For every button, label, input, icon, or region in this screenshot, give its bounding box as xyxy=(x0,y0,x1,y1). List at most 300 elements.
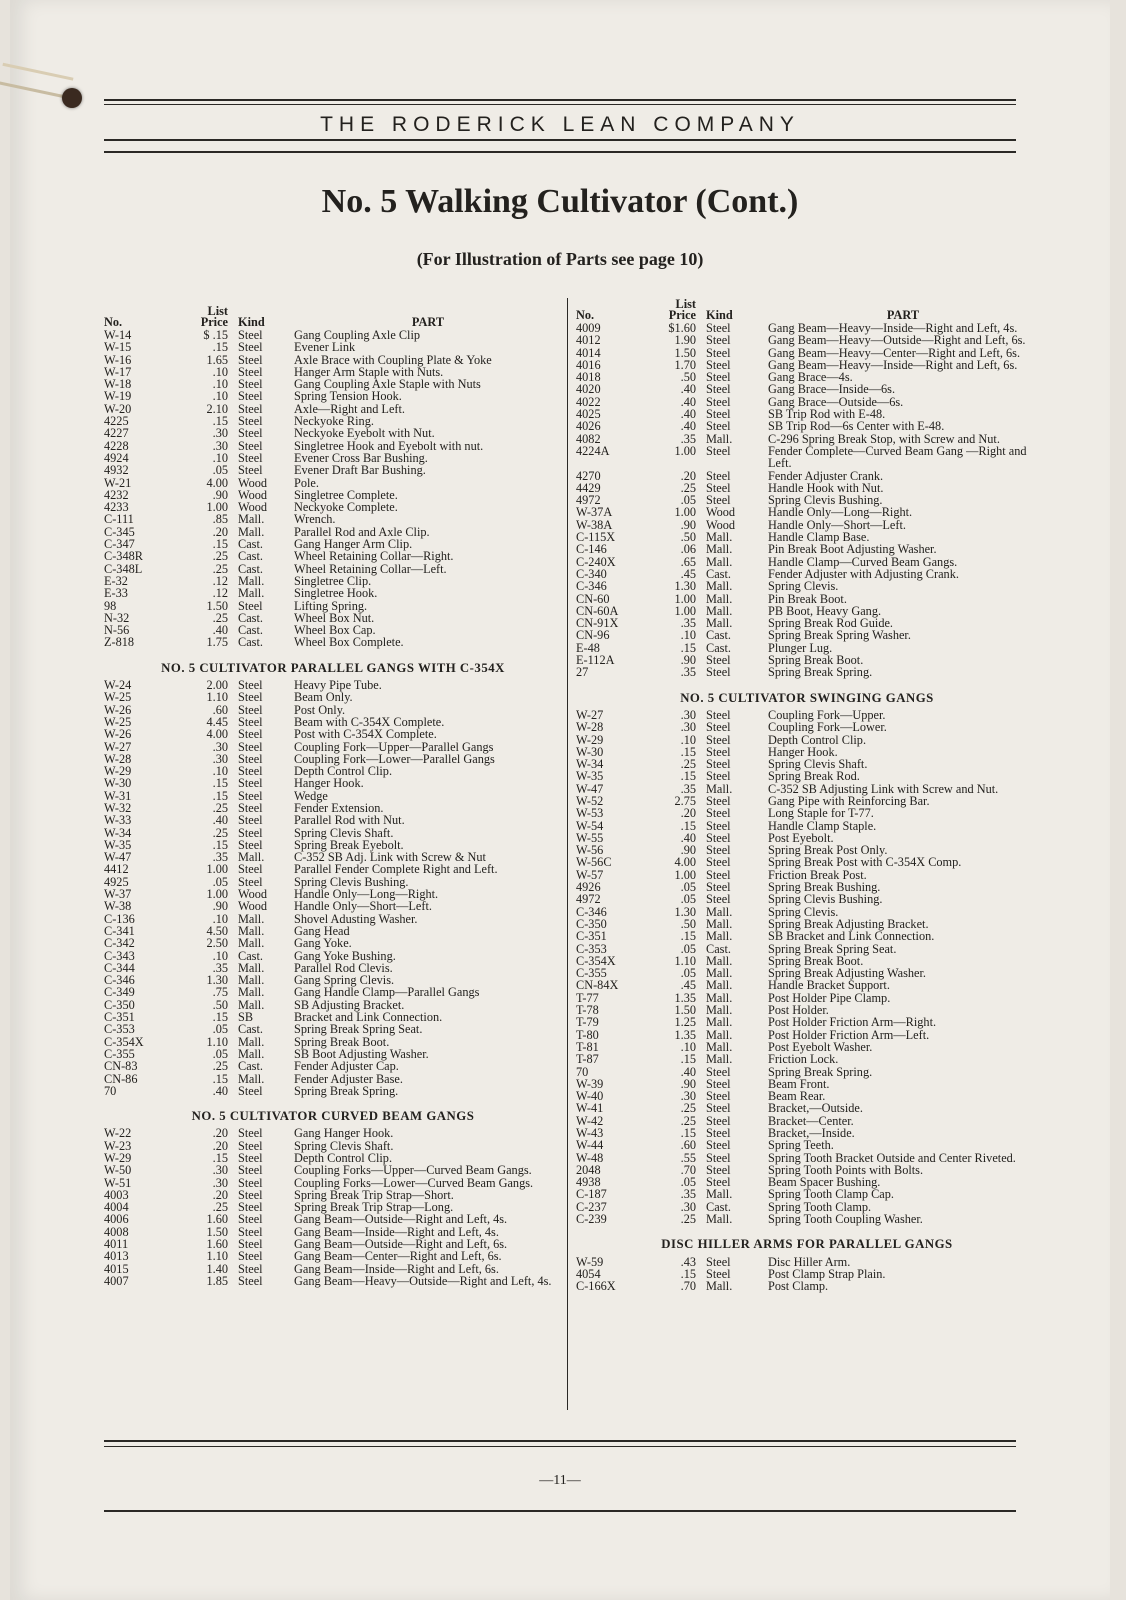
list-price: .15 xyxy=(212,1010,228,1025)
list-price: .40 xyxy=(680,407,696,422)
part-description: Fender Adjuster Base. xyxy=(294,1071,403,1086)
part-number: W-42 xyxy=(576,1113,604,1128)
part-number: C-146 xyxy=(576,542,607,557)
material-kind: Mall. xyxy=(706,966,733,981)
part-row xyxy=(104,691,562,703)
part-description: Spring Teeth. xyxy=(768,1138,834,1153)
list-price: 1.40 xyxy=(206,1261,228,1276)
part-number: W-19 xyxy=(104,389,132,404)
list-price: .20 xyxy=(212,1126,228,1141)
part-number: C-347 xyxy=(104,537,135,552)
part-description: Spring Clevis. xyxy=(768,904,839,919)
part-number: W-28 xyxy=(104,751,132,766)
part-description: Gang Beam—Center—Right and Left, 6s. xyxy=(294,1249,502,1264)
part-number: C-187 xyxy=(576,1187,607,1202)
list-price: 4.50 xyxy=(206,923,228,938)
part-row xyxy=(576,893,1038,905)
material-kind: Steel xyxy=(706,830,731,845)
part-row xyxy=(104,636,562,648)
part-description: Neckyoke Eyebolt with Nut. xyxy=(294,426,435,441)
part-number: T-77 xyxy=(576,990,599,1005)
list-price: .90 xyxy=(680,517,696,532)
part-number: N-32 xyxy=(104,610,130,625)
material-kind: Mall. xyxy=(706,929,733,944)
material-kind: Steel xyxy=(706,345,731,360)
part-row xyxy=(104,1060,562,1072)
part-number: W-52 xyxy=(576,793,604,808)
list-price: .15 xyxy=(680,640,696,655)
part-description: Gang Brace—Inside—6s. xyxy=(768,382,896,397)
part-description: Wheel Box Complete. xyxy=(294,635,404,650)
part-description: Beam Rear. xyxy=(768,1089,826,1104)
list-price: 2.75 xyxy=(674,793,696,808)
part-row xyxy=(104,1023,562,1035)
list-price: 1.75 xyxy=(206,635,228,650)
list-price: 2.00 xyxy=(206,678,228,693)
list-price: .45 xyxy=(680,566,696,581)
column-divider xyxy=(567,298,568,1410)
header-rule-top xyxy=(104,99,1016,101)
list-price: .40 xyxy=(212,1083,228,1098)
material-kind: Cast. xyxy=(238,537,263,552)
list-price: .30 xyxy=(212,438,228,453)
part-description: Gang Coupling Axle Staple with Nuts xyxy=(294,377,481,392)
part-description: SB Trip Rod—6s Center with E-48. xyxy=(768,419,945,434)
material-kind: Mall. xyxy=(706,1003,733,1018)
part-row xyxy=(576,734,1038,746)
part-description: Long Staple for T-77. xyxy=(768,806,874,821)
list-price: .55 xyxy=(680,1150,696,1165)
part-number: 4026 xyxy=(576,419,601,434)
part-description: Axle Brace with Coupling Plate & Yoke xyxy=(294,352,492,367)
list-price: .15 xyxy=(680,929,696,944)
material-kind: Steel xyxy=(706,1089,731,1104)
list-price: 1.10 xyxy=(206,1034,228,1049)
part-number: 4012 xyxy=(576,333,601,348)
part-description: Coupling Fork—Upper—Parallel Gangs xyxy=(294,739,494,754)
material-kind: Steel xyxy=(238,1200,263,1215)
material-kind: Steel xyxy=(238,1273,263,1288)
material-kind: Steel xyxy=(706,443,731,458)
part-description: Spring Break Spring. xyxy=(294,1083,399,1098)
part-number: C-345 xyxy=(104,524,135,539)
list-price: .30 xyxy=(212,1175,228,1190)
part-description: Beam with C-354X Complete. xyxy=(294,714,445,729)
part-description: Gang Spring Clevis. xyxy=(294,973,395,988)
part-description: Spring Break Spring Seat. xyxy=(768,941,897,956)
part-description: Parallel Rod Clevis. xyxy=(294,960,393,975)
material-kind: Mall. xyxy=(706,1027,733,1042)
material-kind: Steel xyxy=(706,480,731,495)
material-kind: Mall. xyxy=(238,573,265,588)
part-number: C-342 xyxy=(104,936,135,951)
list-price: .50 xyxy=(212,997,228,1012)
material-kind: Cast. xyxy=(706,628,731,643)
material-kind: Steel xyxy=(706,1254,731,1269)
part-description: Depth Control Clip. xyxy=(294,1151,393,1165)
part-number: C-346 xyxy=(576,579,607,594)
list-price: .30 xyxy=(212,751,228,766)
part-description: Depth Control Clip. xyxy=(768,732,867,747)
page-title: No. 5 Walking Cultivator (Cont.) xyxy=(321,183,799,220)
material-kind: Mall. xyxy=(706,1052,733,1067)
right-main-table xyxy=(576,322,1038,679)
part-description: Spring Break Spring Seat. xyxy=(294,1022,423,1037)
list-price: 1.50 xyxy=(206,598,228,613)
part-description: Beam Only. xyxy=(294,690,353,705)
part-number: 4054 xyxy=(576,1266,601,1281)
list-price: 2.50 xyxy=(206,936,228,951)
list-price: 1.25 xyxy=(674,1015,696,1030)
part-row xyxy=(576,930,1038,942)
part-number: 4429 xyxy=(576,480,601,495)
part-description: Spring Tooth Coupling Washer. xyxy=(768,1212,923,1227)
company-header: THE RODERICK LEAN COMPANY xyxy=(320,113,800,136)
list-price: .60 xyxy=(680,1138,696,1153)
part-number: 4227 xyxy=(104,426,129,441)
list-price: 1.30 xyxy=(674,904,696,919)
list-price: .20 xyxy=(212,1138,228,1153)
part-number: W-41 xyxy=(576,1101,604,1116)
material-kind: Mall. xyxy=(238,512,265,527)
part-number: 4926 xyxy=(576,880,601,895)
material-kind: Steel xyxy=(706,720,731,735)
material-kind: Mall. xyxy=(238,524,265,539)
list-price: $ .15 xyxy=(203,328,228,342)
material-kind: Steel xyxy=(706,407,731,422)
part-number: 4003 xyxy=(104,1187,129,1202)
material-kind: Steel xyxy=(706,757,731,772)
part-description: Gang Head xyxy=(294,923,350,938)
part-description: Wheel Box Nut. xyxy=(294,610,375,625)
part-row xyxy=(576,383,1038,395)
material-kind: Steel xyxy=(238,714,263,729)
parallel-table xyxy=(104,679,562,1097)
list-price: 1.10 xyxy=(206,690,228,705)
list-price: 4.00 xyxy=(674,855,696,870)
part-number: 4016 xyxy=(576,357,601,372)
material-kind: Wood xyxy=(238,887,268,902)
material-kind: Mall. xyxy=(706,579,733,594)
material-kind: Mall. xyxy=(706,904,733,919)
part-number: W-33 xyxy=(104,813,132,828)
material-kind: Wood xyxy=(238,487,268,502)
part-number: 4925 xyxy=(104,874,129,889)
list-price: .25 xyxy=(680,480,696,495)
material-kind: Mall. xyxy=(706,554,733,569)
list-price: 1.50 xyxy=(206,1224,228,1239)
material-kind: Steel xyxy=(238,1083,263,1098)
part-description: Wheel Box Cap. xyxy=(294,623,376,638)
part-number: C-239 xyxy=(576,1212,607,1227)
list-price: $1.60 xyxy=(668,321,696,335)
list-price: .15 xyxy=(680,818,696,833)
part-description: Post Holder Pipe Clamp. xyxy=(768,990,891,1005)
part-description: Handle Hook with Nut. xyxy=(768,480,884,495)
list-price: .05 xyxy=(680,892,696,907)
list-price: .40 xyxy=(680,1064,696,1079)
swinging-section-title: NO. 5 CULTIVATOR SWINGING GANGS xyxy=(680,690,934,705)
material-kind: Steel xyxy=(706,744,731,759)
page-number: —11— xyxy=(539,1473,581,1488)
part-number: N-56 xyxy=(104,623,130,638)
part-description: Gang Beam—Heavy—Inside—Right and Left, 6s. xyxy=(768,357,1018,372)
list-price: .10 xyxy=(212,911,228,926)
material-kind: Steel xyxy=(706,1150,731,1165)
part-description: Spring Break Rod Guide. xyxy=(768,616,894,631)
list-price: 1.00 xyxy=(674,591,696,606)
part-description: Friction Break Post. xyxy=(768,867,867,882)
part-number: C-346 xyxy=(576,904,607,919)
part-number: C-240X xyxy=(576,554,616,569)
list-price: 1.00 xyxy=(674,867,696,882)
material-kind: Steel xyxy=(706,333,731,348)
part-number: C-346 xyxy=(104,973,135,988)
part-number: CN-86 xyxy=(104,1071,138,1086)
material-kind: Steel xyxy=(706,1076,731,1091)
material-kind: Steel xyxy=(238,764,263,779)
part-number: C-349 xyxy=(104,985,135,1000)
part-description: Wedge xyxy=(294,788,328,803)
list-price: .05 xyxy=(680,941,696,956)
part-number: 4015 xyxy=(104,1261,129,1276)
part-description: SB Trip Rod with E-48. xyxy=(768,407,886,422)
material-kind: Mall. xyxy=(238,586,265,601)
part-description: Pole. xyxy=(294,475,319,490)
list-price: .15 xyxy=(680,769,696,784)
part-number: W-26 xyxy=(104,727,132,742)
part-number: W-35 xyxy=(104,837,132,852)
list-price: .70 xyxy=(680,1162,696,1177)
part-description: Spring Clevis. xyxy=(768,579,839,594)
part-description: Spring Tooth Points with Bolts. xyxy=(768,1162,924,1177)
list-price: .35 xyxy=(212,960,228,975)
part-number: W-23 xyxy=(104,1138,132,1153)
list-price: .15 xyxy=(680,744,696,759)
part-description: Singletree Hook and Eyebolt with nut. xyxy=(294,438,484,453)
col-price-label: Price xyxy=(200,315,228,329)
part-number: 4228 xyxy=(104,438,129,453)
material-kind: Steel xyxy=(706,493,731,508)
material-kind: Mall. xyxy=(238,1046,265,1061)
list-price: 1.10 xyxy=(206,1249,228,1264)
material-kind: Steel xyxy=(706,880,731,895)
material-kind: Steel xyxy=(238,1249,263,1264)
part-description: Singletree Hook. xyxy=(294,586,378,601)
list-price: .25 xyxy=(212,549,228,564)
list-price: .25 xyxy=(680,757,696,772)
part-number: 4025 xyxy=(576,407,601,422)
part-description: Spring Break Adjusting Washer. xyxy=(768,966,926,981)
part-description: Shovel Adusting Washer. xyxy=(294,911,418,926)
list-price: .35 xyxy=(680,616,696,631)
part-description: Bracket,—Inside. xyxy=(768,1126,855,1140)
part-description: Gang Beam—Heavy—Inside—Right and Left, 4s. xyxy=(768,321,1018,335)
part-number: W-22 xyxy=(104,1126,132,1141)
part-number: T-87 xyxy=(576,1052,599,1067)
part-number: 70 xyxy=(576,1064,589,1079)
part-number: C-350 xyxy=(576,916,607,931)
material-kind: Cast. xyxy=(706,941,731,956)
part-number: C-355 xyxy=(576,966,607,981)
part-number: W-51 xyxy=(104,1175,132,1190)
part-description: Spring Break Boot. xyxy=(294,1034,390,1049)
part-number: 4232 xyxy=(104,487,129,502)
list-price: .15 xyxy=(212,537,228,552)
part-description: Beam Spacer Bushing. xyxy=(768,1175,881,1190)
list-price: .10 xyxy=(212,364,228,379)
part-number: W-35 xyxy=(576,769,604,784)
col-price-header xyxy=(656,299,704,321)
list-price: 1.00 xyxy=(674,505,696,520)
part-description: Spring Break Boot. xyxy=(768,953,864,968)
list-price: 2.10 xyxy=(206,401,228,416)
list-price: .35 xyxy=(212,850,228,865)
part-description: Wheel Retaining Collar—Right. xyxy=(294,549,454,564)
part-number: C-354X xyxy=(104,1034,144,1049)
part-row xyxy=(576,593,1038,605)
part-row xyxy=(104,550,562,562)
part-number: 27 xyxy=(576,665,589,680)
part-description: Coupling Forks—Upper—Curved Beam Gangs. xyxy=(294,1163,532,1178)
part-description: Post Eyebolt Washer. xyxy=(768,1039,873,1054)
part-description: Parallel Rod with Nut. xyxy=(294,813,405,828)
list-price: .06 xyxy=(680,542,696,557)
list-price: 1.60 xyxy=(206,1237,228,1252)
list-price: 1.35 xyxy=(674,990,696,1005)
material-kind: Steel xyxy=(706,1162,731,1177)
material-kind: Steel xyxy=(238,352,263,367)
col-kind-header: Kind xyxy=(706,308,733,322)
part-number: W-37A xyxy=(576,505,613,520)
list-price: .15 xyxy=(680,1052,696,1067)
list-price: .10 xyxy=(680,1039,696,1054)
part-number: W-37 xyxy=(104,887,132,902)
list-price: .35 xyxy=(680,1187,696,1202)
material-kind: Steel xyxy=(706,419,731,434)
list-price: .20 xyxy=(212,524,228,539)
material-kind: Steel xyxy=(706,892,731,907)
list-price: .40 xyxy=(680,419,696,434)
part-description: Gang Beam—Inside—Right and Left, 4s. xyxy=(294,1224,499,1239)
part-number: W-14 xyxy=(104,328,132,342)
material-kind: Mall. xyxy=(706,978,733,993)
material-kind: Mall. xyxy=(706,1187,733,1202)
part-row xyxy=(104,427,562,439)
material-kind: Steel xyxy=(238,1138,263,1153)
curved-table xyxy=(104,1127,562,1287)
list-price: .15 xyxy=(212,340,228,355)
list-price: 1.50 xyxy=(674,345,696,360)
footer-rule-thin xyxy=(104,1446,1016,1447)
part-description: Singletree Clip. xyxy=(294,573,372,588)
material-kind: Steel xyxy=(238,1175,263,1190)
material-kind: Mall. xyxy=(238,973,265,988)
header-rule-top-thin xyxy=(104,104,1016,105)
list-price: 1.00 xyxy=(674,603,696,618)
list-price: 1.00 xyxy=(206,500,228,515)
material-kind: Steel xyxy=(706,855,731,870)
list-price: .30 xyxy=(212,1163,228,1178)
part-description: Spring Tooth Clamp. xyxy=(768,1199,872,1214)
part-number: W-40 xyxy=(576,1089,604,1104)
list-price: .85 xyxy=(212,512,228,527)
part-number: 4932 xyxy=(104,463,129,478)
part-description: Fender Adjuster with Adjusting Crank. xyxy=(768,566,959,581)
list-price: .25 xyxy=(212,610,228,625)
list-price: .60 xyxy=(212,702,228,717)
list-price: .45 xyxy=(680,978,696,993)
list-price: .43 xyxy=(680,1254,696,1269)
material-kind: Mall. xyxy=(238,936,265,951)
material-kind: Steel xyxy=(238,690,263,705)
material-kind: Steel xyxy=(238,813,263,828)
part-description: SB Adjusting Bracket. xyxy=(294,997,405,1012)
binding-hole xyxy=(62,88,82,108)
part-row xyxy=(576,979,1038,991)
material-kind: Steel xyxy=(238,874,263,889)
part-row xyxy=(576,629,1038,641)
material-kind: Cast. xyxy=(238,610,263,625)
part-description: Fender Extension. xyxy=(294,800,384,815)
part-row xyxy=(576,1016,1038,1028)
part-description: Pin Break Boot. xyxy=(768,591,847,606)
part-number: 4225 xyxy=(104,414,129,429)
material-kind: Steel xyxy=(238,401,263,416)
list-price: .15 xyxy=(212,788,228,803)
part-description: Gang Yoke. xyxy=(294,936,352,951)
part-description: Handle Clamp Staple. xyxy=(768,818,877,833)
part-row xyxy=(104,937,562,949)
part-row xyxy=(104,1250,562,1262)
material-kind: Steel xyxy=(706,769,731,784)
material-kind: Steel xyxy=(706,357,731,372)
part-number: CN-91X xyxy=(576,616,619,631)
list-price: 1.35 xyxy=(674,1027,696,1042)
part-row xyxy=(104,1085,562,1097)
col-price-header xyxy=(196,306,236,328)
part-number: E-32 xyxy=(104,573,128,588)
part-number: W-38 xyxy=(104,899,132,914)
material-kind: Steel xyxy=(238,1151,263,1165)
list-price: .90 xyxy=(212,899,228,914)
part-description: Spring Break Trip Strap—Long. xyxy=(294,1200,454,1215)
list-price: .30 xyxy=(680,1199,696,1214)
material-kind: Steel xyxy=(706,732,731,747)
material-kind: Mall. xyxy=(238,850,265,865)
list-price: .30 xyxy=(680,1089,696,1104)
part-description: Gang Yoke Bushing. xyxy=(294,948,396,963)
part-row xyxy=(104,950,562,962)
part-number: T-81 xyxy=(576,1039,599,1054)
part-row xyxy=(104,513,562,525)
disc-section-title: DISC HILLER ARMS FOR PARALLEL GANGS xyxy=(661,1237,953,1252)
part-number: 4938 xyxy=(576,1175,601,1190)
part-number: C-348R xyxy=(104,549,143,564)
list-price: .15 xyxy=(212,1151,228,1165)
part-number: 4004 xyxy=(104,1200,129,1215)
part-description: Fender Complete—Curved Beam Gang —Right and Left. xyxy=(768,443,1027,471)
part-number: 4007 xyxy=(104,1273,129,1288)
part-description: Disc Hiller Arm. xyxy=(768,1254,851,1269)
part-description: Handle Bracket Support. xyxy=(768,978,890,993)
part-description: Coupling Fork—Lower. xyxy=(768,720,887,735)
part-description: Neckyoke Complete. xyxy=(294,500,398,515)
part-description: Handle Only—Short—Left. xyxy=(294,899,432,914)
part-number: W-16 xyxy=(104,352,132,367)
list-price: .75 xyxy=(212,985,228,1000)
page-subtitle: (For Illustration of Parts see page 10) xyxy=(416,249,704,269)
